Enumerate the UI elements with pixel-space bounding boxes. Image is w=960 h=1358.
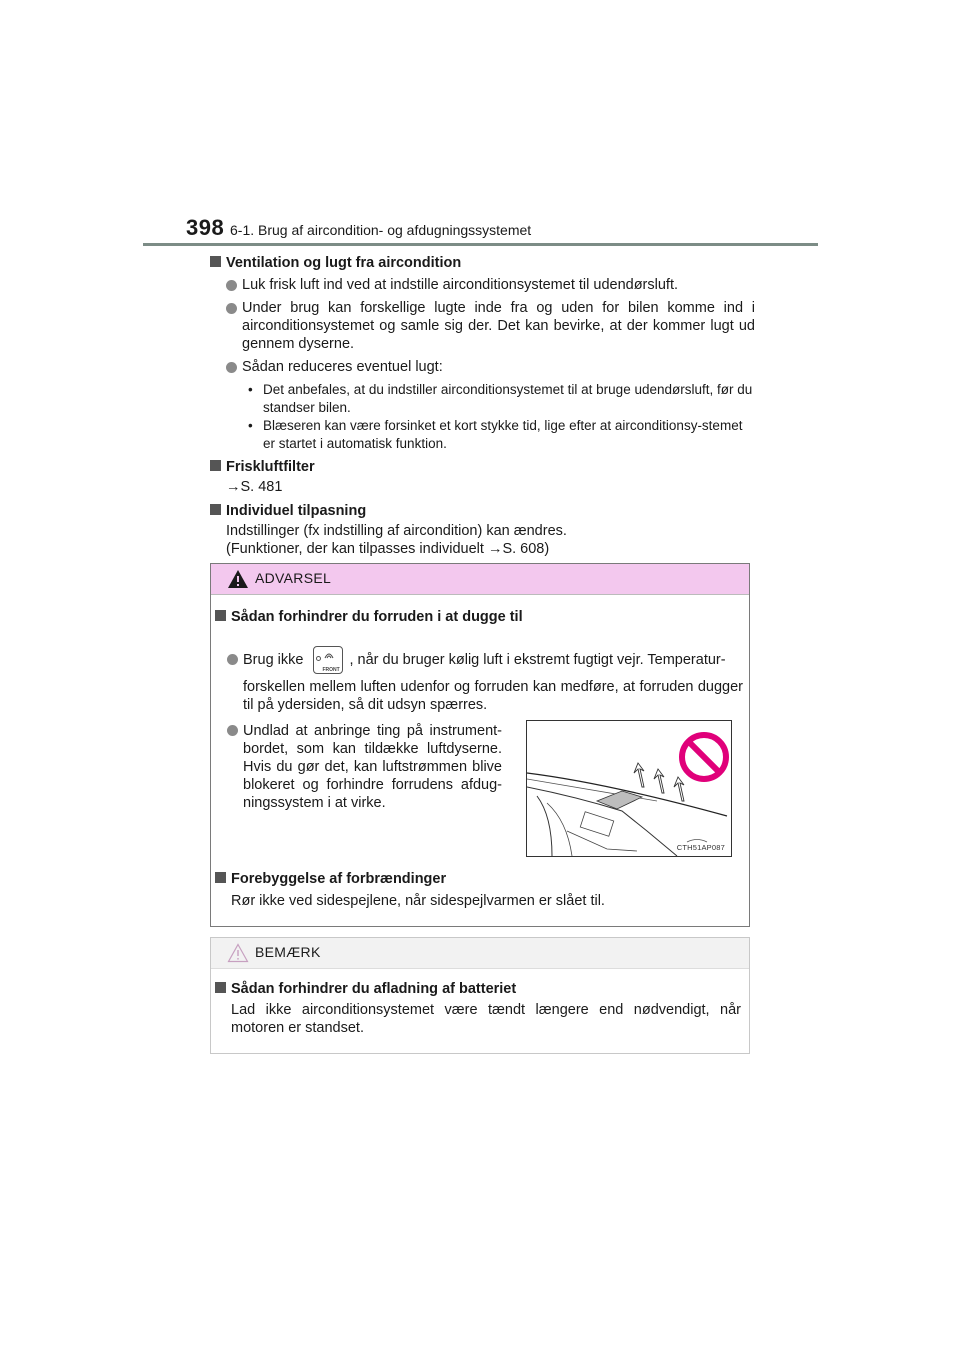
ventilation-bullet-2: Under brug kan forskellige lugte inde fra og uden for bilen komme ind i airconditionsystemet og samle sig der. Det kan bevirke, at der kommer lugt ud gennem dyserne. [210,299,755,353]
notice-heading: Sådan forhindrer du afladning af batteriet [215,981,516,997]
dot-bullet-icon [226,280,237,291]
warning-heading-2: Forebyggelse af forbrændinger [215,871,446,887]
warning-header [211,564,749,595]
fan-icon [324,651,334,659]
square-bullet-icon [215,982,226,993]
dot-bullet-icon [226,362,237,373]
dot-bullet-icon [226,303,237,314]
ventilation-section [210,255,755,558]
square-bullet-icon [215,610,226,621]
custom-heading: Individuel tilpasning [210,503,755,519]
square-bullet-icon [210,460,221,471]
warning-triangle-icon [227,569,249,589]
notice-header [211,938,749,969]
square-bullet-icon [210,504,221,515]
dot-bullet-icon [227,725,238,736]
filter-heading: Friskluftfilter [210,459,755,475]
front-defogger-button-icon [313,646,343,674]
warning-bullet-1: Brug ikke FRONT , når du bruger kølig luft i ekstremt fugtigt vejr. Temperatur- [227,646,743,674]
square-bullet-icon [210,256,221,267]
custom-line-1: Indstillinger (fx indstilling af aircondition) kan ændres. [226,523,567,539]
page-number: 398 [186,215,225,240]
ventilation-bullet-1: Luk frisk luft ind ved at indstille airconditionsystemet til udendørsluft. [210,276,755,294]
warning-text-2: Rør ikke ved sidespejlene, når sidespejlvarmen er slået til. [231,893,605,909]
section-title: 6-1. Brug af aircondition- og afdugningssystemet [230,222,532,238]
warning-box [210,563,750,927]
notice-label: BEMÆRK [255,944,321,960]
warning-heading-1: Sådan forhindrer du forruden i at dugge til [215,609,523,625]
dot-bullet-icon [227,654,238,665]
dashboard-illustration [526,720,732,857]
warning-bullet-1-continued: forskellen mellem luften udenfor og forruden kan medføre, at forruden dugger til på ydersiden, så dit udsyn spærres. [243,679,743,713]
caution-triangle-icon [227,943,249,963]
square-bullet-icon [215,872,226,883]
warning-label: ADVARSEL [255,570,332,586]
ventilation-heading: Ventilation og lugt fra aircondition [210,255,755,271]
ventilation-sub-2: • Blæseren kan være forsinket et kort stykke tid, lige efter at airconditionsy-stemet er startet i automatisk funktion. [248,418,743,451]
front-icon-text: FRONT [322,667,340,673]
notice-text: Lad ikke airconditionsystemet være tændt længere end nødvendigt, når motoren er standset. [231,1002,741,1036]
sub-bullet-icon: • [248,382,253,397]
illustration-code: CTH51AP087 [676,843,725,852]
sub-bullet-icon: • [248,418,253,433]
filter-ref: →S. 481 [226,479,283,495]
header-rule [143,243,818,246]
warning-bullet-2: Undlad at anbringe ting på instrument-bordet, som kan tildække luftdyserne. Hvis du gør det, kan luftstrømmen blive blokeret og forhindre forrudens afdug-ningssystem i at virke. [227,722,502,812]
notice-box [210,937,750,1054]
dashboard-vents-drawing [527,721,731,856]
ventilation-sub-1: • Det anbefales, at du indstiller airconditionsystemet til at bruge udendørsluft, før du standser bilen. [248,382,753,415]
indicator-icon [316,656,321,661]
custom-line-2: (Funktioner, der kan tilpasses individuelt →S. 608) [226,541,550,557]
ventilation-bullet-3: Sådan reduceres eventuel lugt: [210,358,755,376]
